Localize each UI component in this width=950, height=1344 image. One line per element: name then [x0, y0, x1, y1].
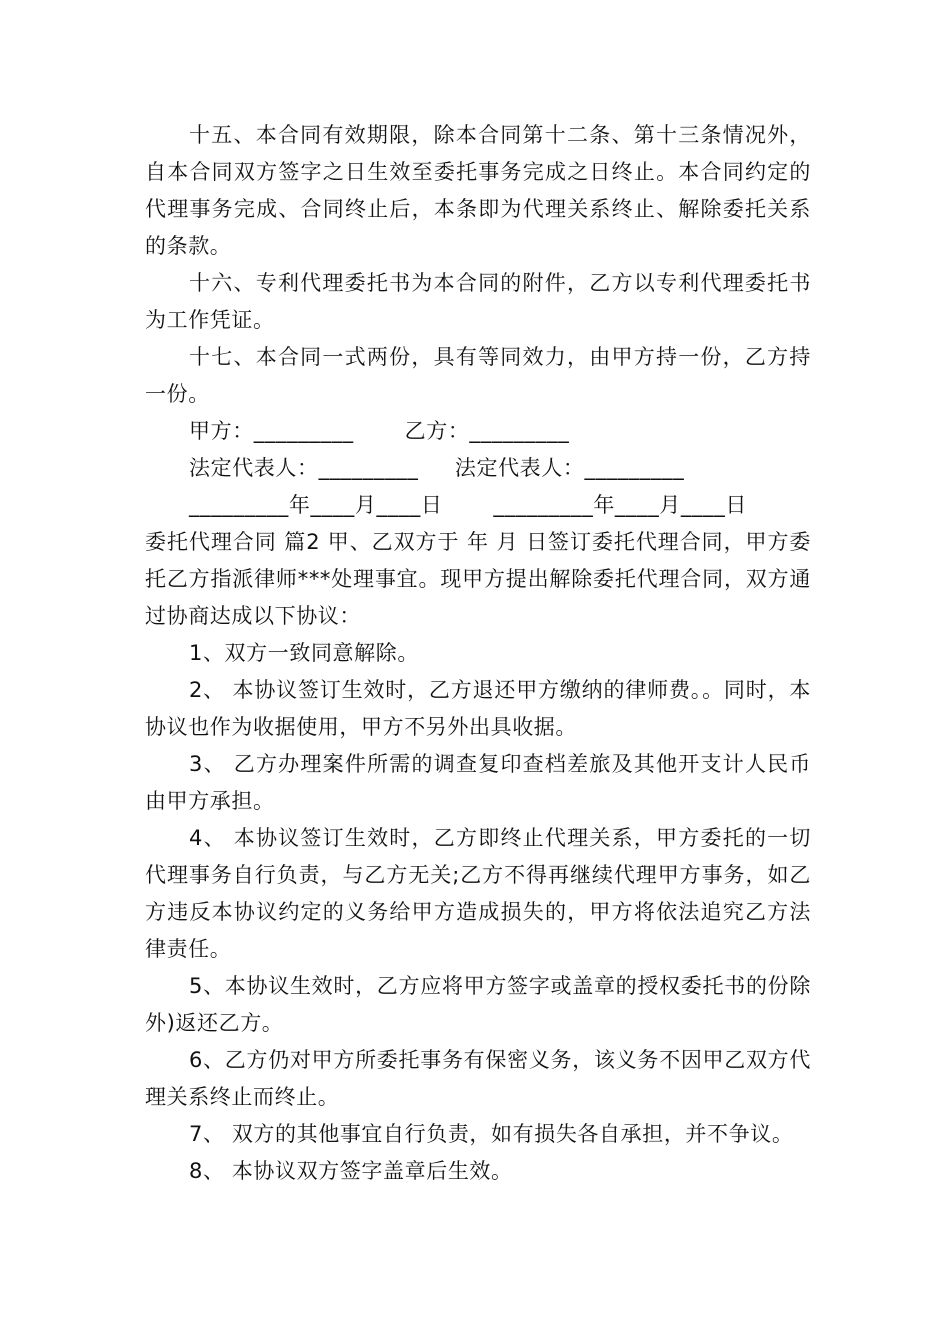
agreement-item-6: 6、乙方仍对甲方所委托事务有保密义务，该义务不因甲乙双方代理关系终止而终止。 [145, 1048, 811, 1109]
clause-15: 十五、本合同有效期限，除本合同第十二条、第十三条情况外，自本合同双方签字之日生效至委托事务完成之日终止。本合同约定的代理事务完成、合同终止后，本条即为代理关系终止、解除委托关系的条款。 [145, 123, 811, 258]
signature-legal-representatives: 法定代表人：_________ 法定代表人：_________ [189, 456, 685, 480]
agreement-item-1: 1、双方一致同意解除。 [189, 641, 419, 665]
agreement-item-5: 5、本协议生效时，乙方应将甲方签字或盖章的授权委托书的份除外)返还乙方。 [145, 974, 811, 1035]
part-2-intro: 委托代理合同 篇2 甲、乙双方于 年 月 日签订委托代理合同，甲方委托乙方指派律师***处理事宜。现甲方提出解除委托代理合同，双方通过协商达成以下协议： [145, 530, 811, 628]
clause-17: 十七、本合同一式两份，具有等同效力，由甲方持一份，乙方持一份。 [145, 345, 811, 406]
clause-16: 十六、专利代理委托书为本合同的附件，乙方以专利代理委托书为工作凭证。 [145, 271, 811, 332]
agreement-item-4: 4、 本协议签订生效时，乙方即终止代理关系，甲方委托的一切代理事务自行负责，与乙方无关;乙方不得再继续代理甲方事务，如乙方违反本协议约定的义务给甲方造成损失的，甲方将依法追究乙方法律责任。 [145, 826, 811, 961]
document-body [145, 117, 811, 1190]
agreement-item-2: 2、 本协议签订生效时，乙方退还甲方缴纳的律师费。。同时，本协议也作为收据使用，甲方不另外出具收据。 [145, 678, 811, 739]
signature-parties: 甲方：_________ 乙方：_________ [189, 419, 570, 443]
signature-dates: _________年____月____日 _________年____月____日 [189, 493, 747, 517]
agreement-item-3: 3、 乙方办理案件所需的调查复印查档差旅及其他开支计人民币由甲方承担。 [145, 752, 811, 813]
agreement-item-7: 7、 双方的其他事宜自行负责，如有损失各自承担，并不争议。 [189, 1122, 794, 1146]
agreement-item-8: 8、 本协议双方签字盖章后生效。 [189, 1159, 513, 1183]
